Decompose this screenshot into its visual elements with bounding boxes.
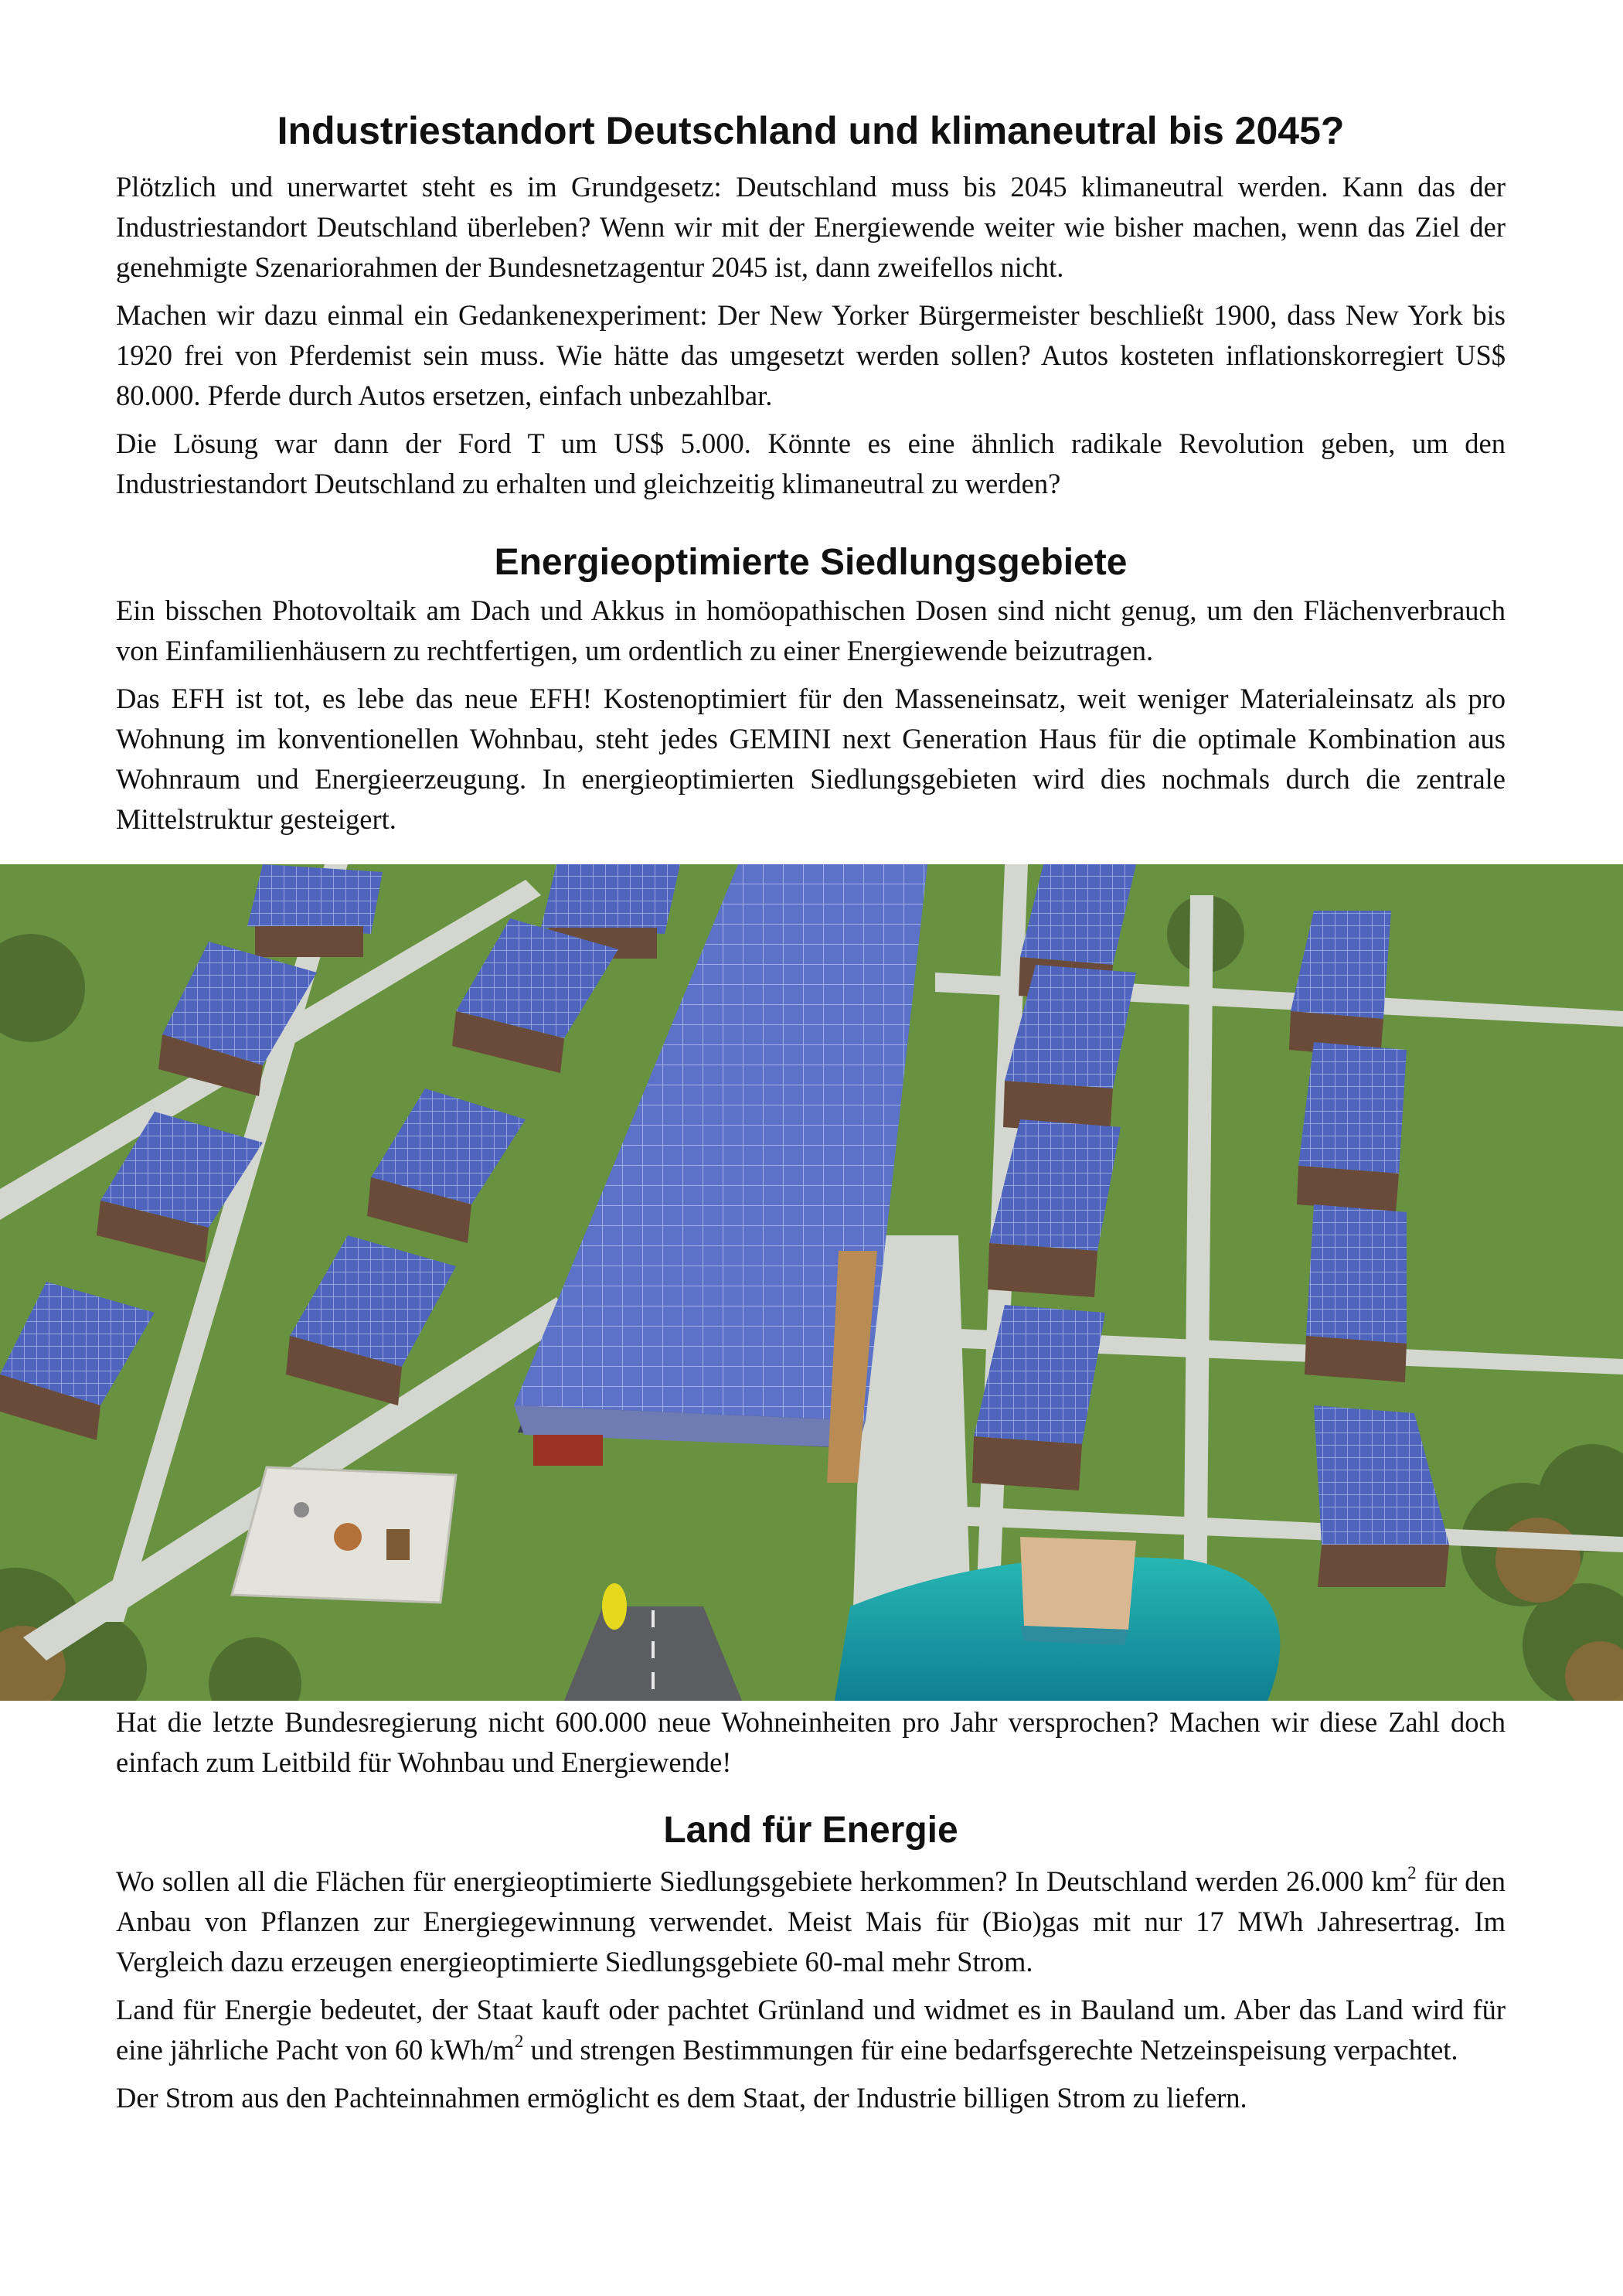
paragraph: Land für Energie bedeutet, der Staat kauft oder pachtet Grünland und widmet es in Bauland um. Aber das Land wird für eine jährliche Pacht von 60 kWh/$m^2$ und strengen Bestimmungen für eine bedarfsgerechte Netzeinspeisung verpachtet. bbox=[116, 1994, 1506, 2066]
intro-paragraphs bbox=[116, 167, 1506, 504]
playground bbox=[232, 1467, 456, 1603]
paragraph: Hat die letzte Bundesregierung nicht 600.000 neue Wohneinheiten pro Jahr versprochen? Machen wir diese Zahl doch einfach zum Leitbild für Wohnbau und Energiewende! bbox=[116, 1706, 1506, 1778]
paragraph: Das EFH ist tot, es lebe das neue EFH! Kostenoptimiert für den Masseneinsatz, weit weniger Materialeinsatz als pro Wohnung im konventionellen Wohnbau, steht jedes GEMINI next Generation Haus für die optimale Kombination aus Wohnraum und Energieerzeugung. In energieoptimierten Siedlungsgebieten wird dies nochmals durch die zentrale Mittelstruktur gesteigert. bbox=[116, 683, 1506, 835]
car bbox=[602, 1583, 627, 1630]
section-heading: Land für Energie bbox=[663, 1810, 958, 1851]
section-climate-neutral bbox=[116, 108, 1506, 153]
paragraph: Wo sollen all die Flächen für energieoptimierte Siedlungsgebiete herkommen? In Deutschland werden 26.000 $km^2$ für den Anbau von Pflanzen zur Energiegewinnung verwendet. Meist Mais für (Bio)gas mit nur 17 MWh Jahresertrag. Im Vergleich dazu erzeugen energieoptimierte Siedlungsgebiete 60-mal mehr Strom. bbox=[116, 1862, 1506, 1977]
house bbox=[1305, 1204, 1407, 1382]
paragraph: Der Strom aus den Pachteinnahmen ermöglicht es dem Staat, der Industrie billigen Strom zu liefern. bbox=[116, 2082, 1247, 2114]
paragraph: Die Lösung war dann der Ford T um US$ 5.000. Könnte es eine ähnlich radikale Revolution geben, um den Industriestandort Deutschland zu erhalten und gleichzeitig klimaneutral zu werden? bbox=[116, 428, 1506, 499]
house bbox=[1297, 1042, 1407, 1212]
section-settlements bbox=[116, 541, 1506, 584]
house bbox=[247, 864, 383, 957]
housing-paragraph-block bbox=[116, 1702, 1506, 1783]
section-land-for-energy bbox=[116, 1809, 1506, 1851]
page-title: Industriestandort Deutschland und klimaneutral bis 2045? bbox=[277, 109, 1345, 152]
solar-settlement-illustration bbox=[0, 864, 1623, 1701]
paragraph: Plötzlich und unerwartet steht es im Grundgesetz: Deutschland muss bis 2045 klimaneutral werden. Kann das der Industriestandort Deutschland überleben? Wenn wir mit der Energiewende weiter wie bisher machen, wenn das Ziel der genehmigte Szenariorahmen der Bundesnetzagentur 2045 ist, dann zweifellos nicht. bbox=[116, 171, 1506, 283]
section-heading: Energieoptimierte Siedlungsgebiete bbox=[494, 542, 1128, 583]
paragraph: Ein bisschen Photovoltaik am Dach und Akkus in homöopathischen Dosen sind nicht genug, um den Flächenverbrauch von Einfamilienhäusern zu rechtfertigen, um ordentlich zu einer Energiewende beizutragen. bbox=[116, 594, 1506, 666]
land-paragraphs bbox=[116, 1862, 1506, 2118]
paragraph: Machen wir dazu einmal ein Gedankenexperiment: Der New Yorker Bürgermeister beschließt 1900, dass New York bis 1920 frei von Pferdemist sein muss. Wie hätte das umgesetzt werden sollen? Autos kosteten inflationskorregiert US$ 80.000. Pferde durch Autos ersetzen, einfach unbezahlbar. bbox=[116, 299, 1506, 411]
settlement-paragraphs bbox=[116, 591, 1506, 840]
